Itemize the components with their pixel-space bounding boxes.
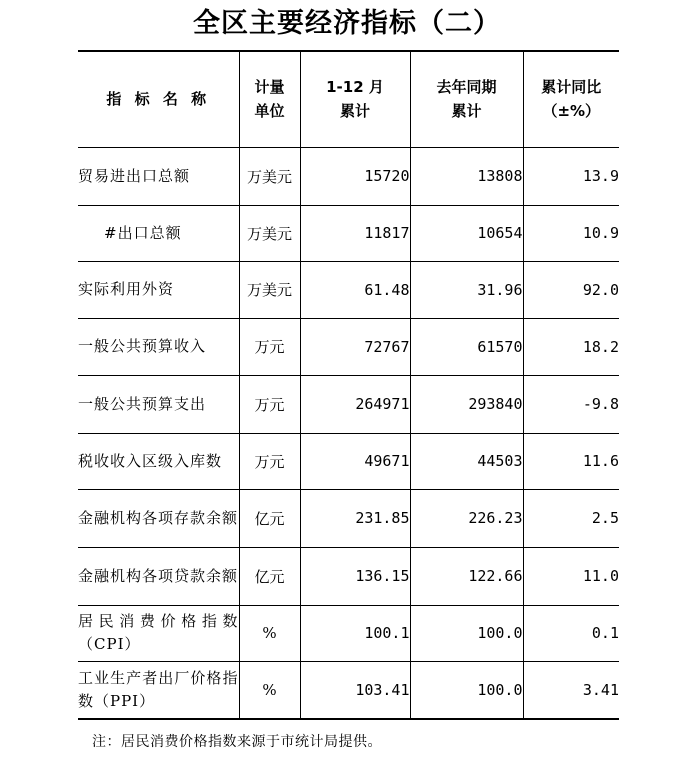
row-unit: % <box>239 661 300 719</box>
row-unit: 万元 <box>239 433 300 489</box>
row-current: 103.41 <box>300 661 410 719</box>
page-title: 全区主要经济指标（二） <box>193 8 501 39</box>
row-current: 49671 <box>300 433 410 489</box>
row-current: 72767 <box>300 318 410 375</box>
row-prior: 10654 <box>410 205 523 261</box>
row-change: 13.9 <box>523 147 619 205</box>
row-prior: 226.23 <box>410 489 523 547</box>
table-row <box>78 147 619 205</box>
row-name: 居民消费价格指数（CPI） <box>78 605 239 661</box>
table-row <box>78 261 619 318</box>
row-change: 11.0 <box>523 547 619 605</box>
row-unit: 万元 <box>239 375 300 433</box>
row-prior: 100.0 <box>410 661 523 719</box>
header-unit-line2: 单位 <box>254 102 285 121</box>
header-prior <box>410 51 523 147</box>
header-change <box>523 51 619 147</box>
row-change: 10.9 <box>523 205 619 261</box>
table-row <box>78 433 619 489</box>
row-change: 0.1 <box>523 605 619 661</box>
row-name: 一般公共预算收入 <box>78 318 239 375</box>
row-change: -9.8 <box>523 375 619 433</box>
row-current: 136.15 <box>300 547 410 605</box>
table-row <box>78 605 619 661</box>
row-prior: 122.66 <box>410 547 523 605</box>
row-name: 实际利用外资 <box>78 261 239 318</box>
row-prior: 61570 <box>410 318 523 375</box>
row-name: 税收收入区级入库数 <box>78 433 239 489</box>
table-row <box>78 489 619 547</box>
row-current: 11817 <box>300 205 410 261</box>
row-prior: 13808 <box>410 147 523 205</box>
table-row <box>78 547 619 605</box>
header-current <box>300 51 410 147</box>
header-unit-line1: 计量 <box>254 78 285 97</box>
row-current: 231.85 <box>300 489 410 547</box>
table-row <box>78 375 619 433</box>
economic-indicators-table <box>78 50 619 720</box>
row-prior: 293840 <box>410 375 523 433</box>
row-current: 264971 <box>300 375 410 433</box>
row-current: 61.48 <box>300 261 410 318</box>
row-name: 一般公共预算支出 <box>78 375 239 433</box>
header-current-line2: 累计 <box>339 102 370 121</box>
row-name: 工业生产者出厂价格指数（PPI） <box>78 661 239 719</box>
row-name: 贸易进出口总额 <box>78 147 239 205</box>
footnote: 注：居民消费价格指数来源于市统计局提供。 <box>92 734 382 750</box>
row-unit: 亿元 <box>239 547 300 605</box>
row-change: 18.2 <box>523 318 619 375</box>
header-change-line2: （±%） <box>542 102 601 121</box>
row-current: 15720 <box>300 147 410 205</box>
row-name: 金融机构各项存款余额 <box>78 489 239 547</box>
row-unit: 万元 <box>239 318 300 375</box>
row-change: 92.0 <box>523 261 619 318</box>
header-prior-line2: 累计 <box>451 102 482 121</box>
header-change-line1: 累计同比 <box>541 78 602 97</box>
header-prior-line1: 去年同期 <box>436 78 497 97</box>
table-row <box>78 318 619 375</box>
header-indicator-name: 指 标 名 称 <box>78 51 239 147</box>
row-unit: 万美元 <box>239 147 300 205</box>
row-current: 100.1 <box>300 605 410 661</box>
row-name: 金融机构各项贷款余额 <box>78 547 239 605</box>
header-unit <box>239 51 300 147</box>
row-change: 2.5 <box>523 489 619 547</box>
row-unit: 亿元 <box>239 489 300 547</box>
row-unit: 万美元 <box>239 261 300 318</box>
row-prior: 44503 <box>410 433 523 489</box>
table-header-row <box>78 51 619 147</box>
table-row <box>78 205 619 261</box>
row-unit: % <box>239 605 300 661</box>
row-prior: 100.0 <box>410 605 523 661</box>
row-name: #出口总额 <box>78 205 239 261</box>
table-row <box>78 661 619 719</box>
header-current-line1: 1-12 月 <box>326 78 384 97</box>
row-change: 3.41 <box>523 661 619 719</box>
row-unit: 万美元 <box>239 205 300 261</box>
row-change: 11.6 <box>523 433 619 489</box>
row-prior: 31.96 <box>410 261 523 318</box>
